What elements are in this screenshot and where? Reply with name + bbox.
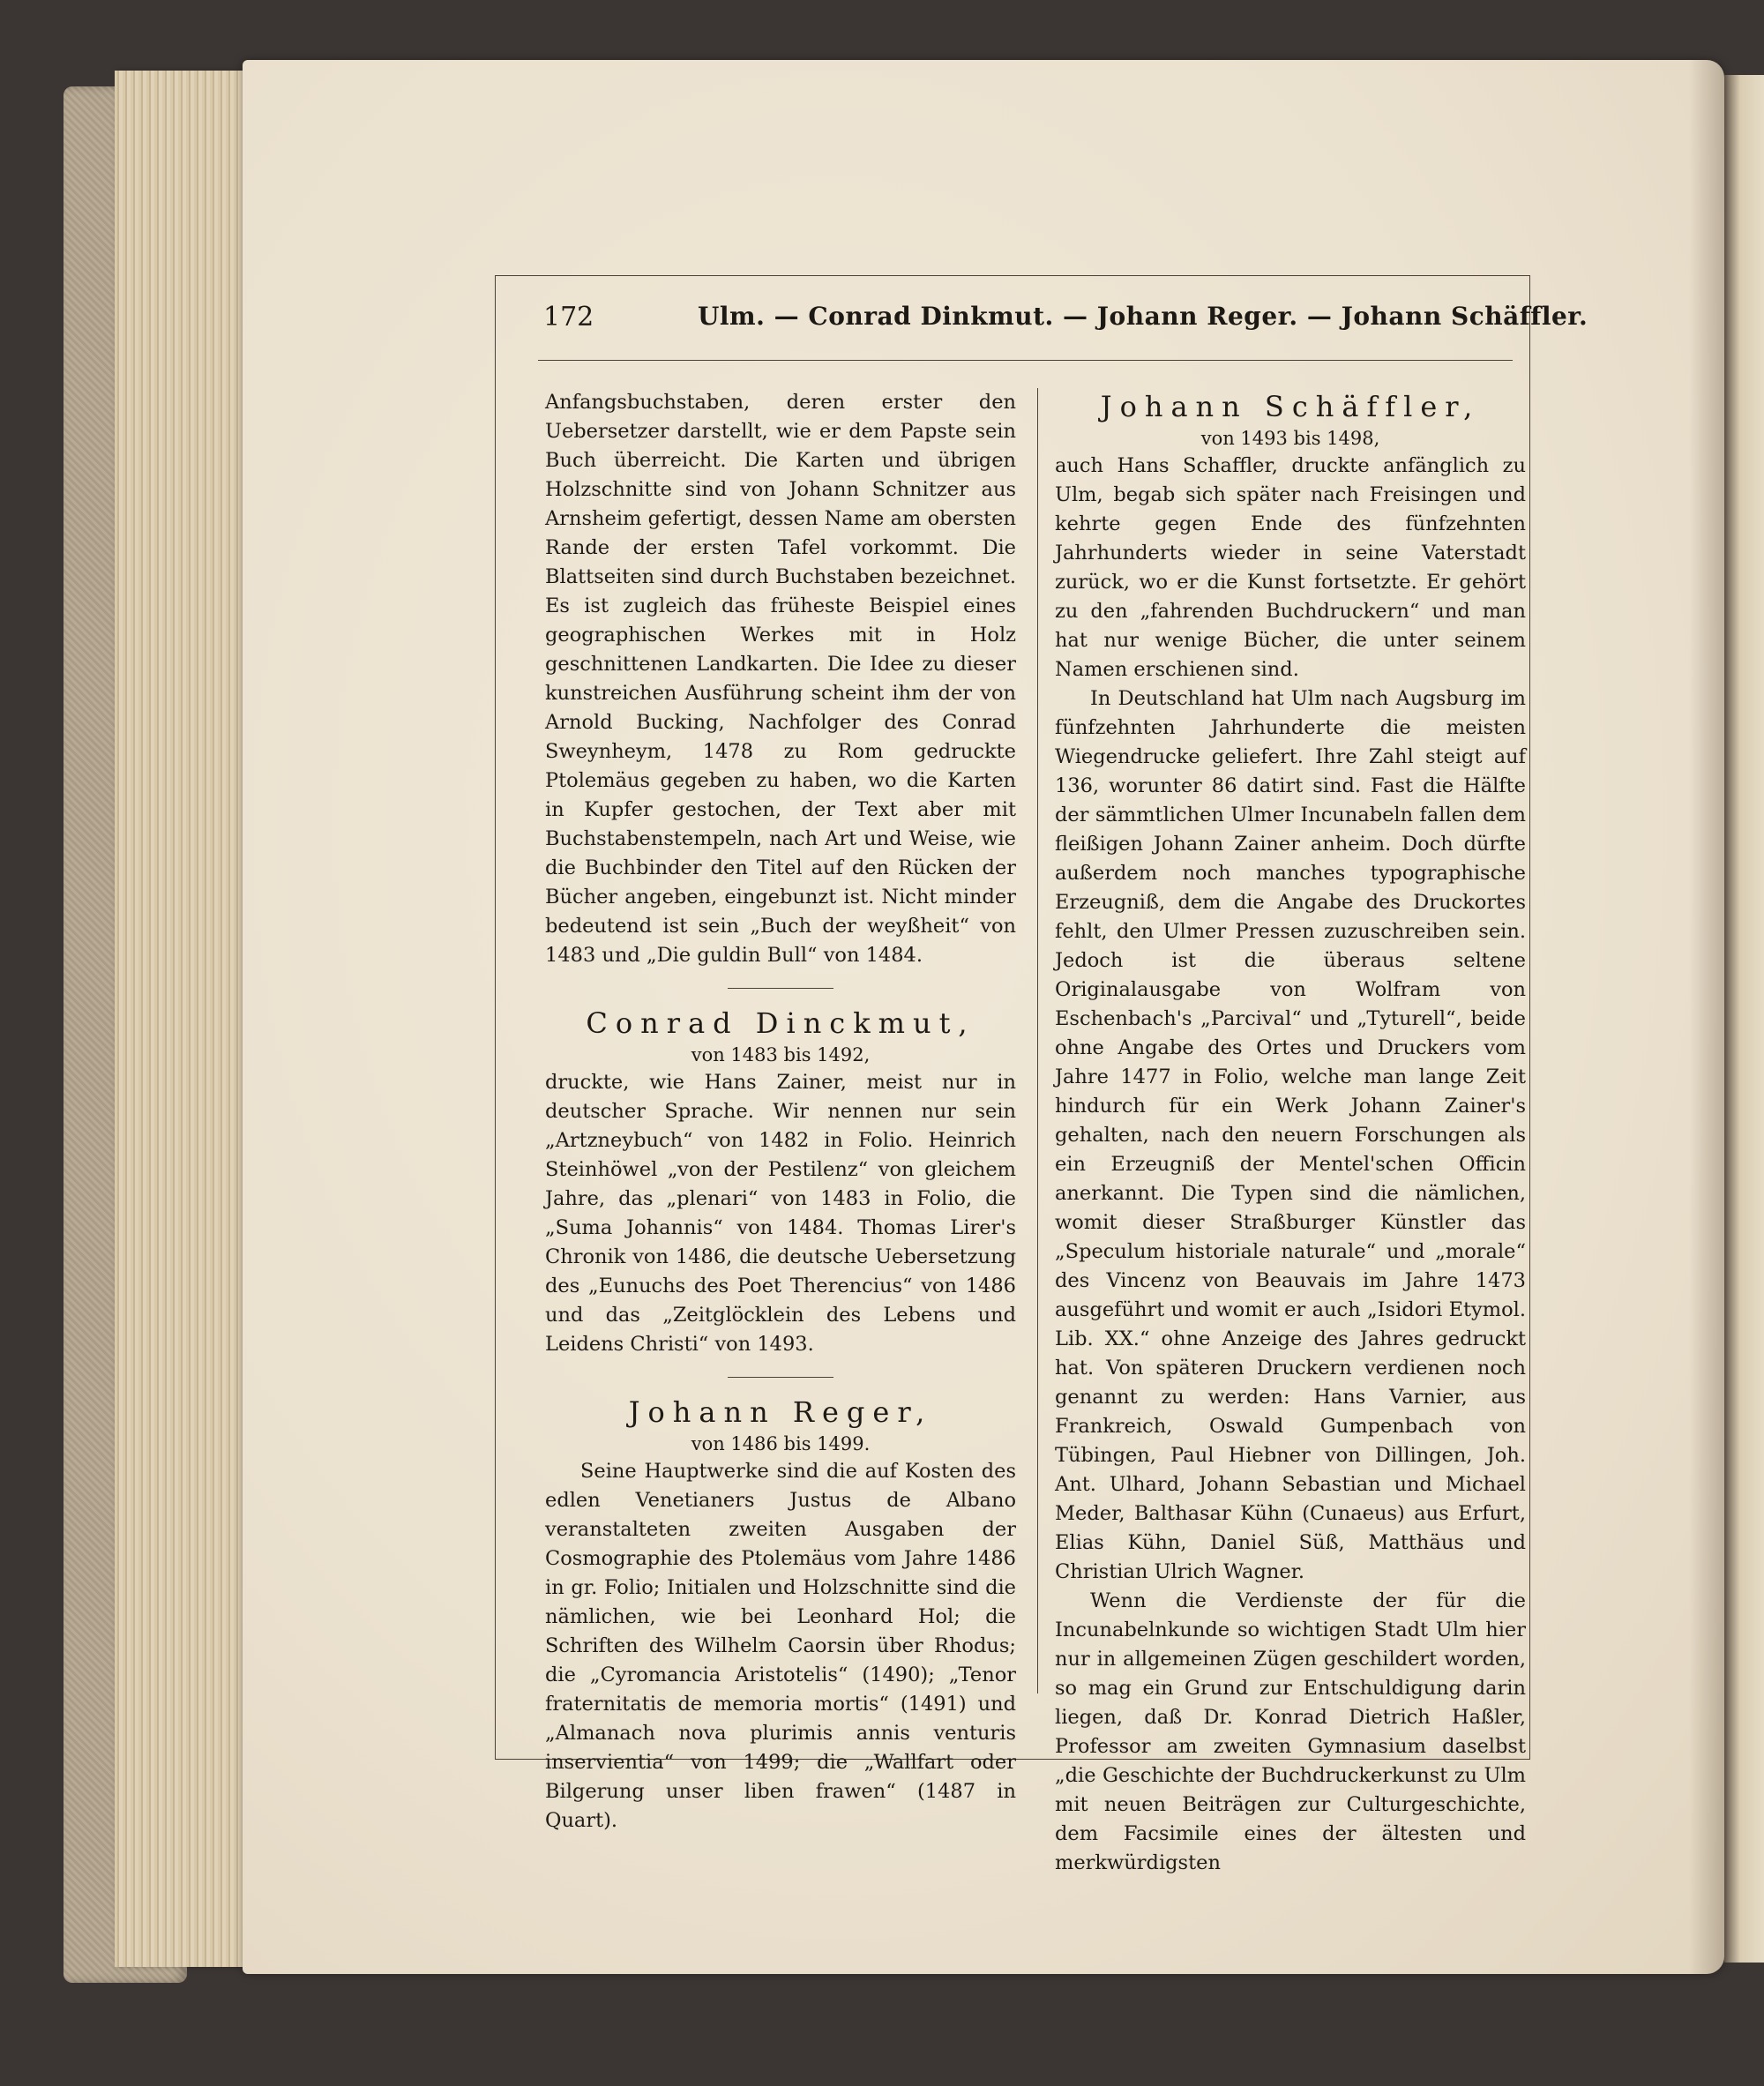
header-rule [538,360,1513,361]
page-gutter-shadow [1689,60,1724,1974]
closing-paragraph: Wenn die Verdienste der für die Incunabelnkunde so wichtigen Stadt Ulm hier nur in allgemeinen Zügen geschildert worden, so mag ein Grund zur Entschuldigung darin liegen, daß Dr. Konrad Dietrich Haßler, Professor am zweiten Gymnasium daselbst „die Geschichte der Buchdruckerkunst zu Ulm mit neuen Beiträgen zur Culturgeschichte, dem Facsimile eines der ältesten und merkwürdigsten [1055,1589,1526,1874]
right-column [1055,388,1526,1878]
running-title: Ulm. — Conrad Dinkmut. — Johann Reger. — Johann Schäffler. [698,302,1588,331]
column-divider [1037,388,1038,1693]
reger-dates: von 1486 bis 1499. [691,1433,871,1454]
section-separator [728,1377,833,1378]
left-column [545,388,1016,1836]
reger-heading: Johann Reger, [628,1395,933,1429]
ulm-paragraph: In Deutschland hat Ulm nach Augsburg im fünfzehnten Jahrhunderte die meisten Wiegendrucke geliefert. Ihre Zahl steigt auf 136, worunter 86 datirt sind. Fast die Hälfte der sämmtlichen Ulmer Incunabeln fallen dem fleißigen Johann Zainer anheim. Doch dürfte außerdem noch manches typographische Erzeugniß, dem die Angabe des Druckortes fehlt, den Ulmer Pressen zuzuschreiben sein. Jedoch ist die überaus seltene Originalausgabe von Wolfram von Eschenbach's „Parcival“ und „Tyturell“, beide ohne Angabe des Ortes und Druckers vom Jahre 1477 in Folio, welche man lange Zeit hindurch für ein Werk Johann Zainer's gehalten, nach den neuern Forschungen als ein Erzeugniß der Mentel'schen Officin anerkannt. Die Typen sind die nämlichen, womit dieser Straßburger Künstler das „Speculum historiale naturale“ und „morale“ des Vincenz von Beauvais im Jahre 1473 ausgeführt und womit er auch „Isidori Etymol. Lib. XX.“ ohne Anzeige des Jahres gedruckt hat. Von späteren Druckern verdienen noch genannt zu werden: Hans Varnier, aus Frankreich, Oswald Gumpenbach von Tübingen, Paul Hiebner von Dillingen, Joh. Ant. Ulhard, Johann Sebastian und Michael Meder, Balthasar Kühn (Cunaeus) aus Erfurt, Elias Kühn, Daniel Süß, Matthäus und Christian Ulrich Wagner. [1055,687,1526,1583]
dinckmut-heading: Conrad Dinckmut, [586,1006,975,1040]
dinckmut-dates: von 1483 bis 1492, [691,1044,871,1065]
page-number: 172 [543,302,594,333]
schaeffler-text: auch Hans Schaffler, druckte anfänglich zu Ulm, begab sich später nach Freisingen und kehrte gegen Ende des fünfzehnten Jahrhunderts wieder in seine Vaterstadt zurück, wo er die Kunst fortsetzte. Er gehört zu den „fahrenden Buchdruckern“ und man hat nur wenige Bücher, die unter seinem Namen erschienen sind. [1055,454,1526,681]
page-header [543,302,1588,342]
schaeffler-heading: Johann Schäffler, [1100,390,1481,423]
schaeffler-dates: von 1493 bis 1498, [1200,428,1380,449]
reger-text: Seine Hauptwerke sind die auf Kosten des edlen Venetianers Justus de Albano veranstalteten zweiten Ausgaben der Cosmographie des Ptolemäus vom Jahre 1486 in gr. Folio; Initialen und Holzschnitte sind die nämlichen, wie bei Leonhard Hol; die Schriften des Wilhelm Caorsin über Rhodus; die „Cyromancia Aristotelis“ (1490); „Tenor fraternitatis de memoria mortis“ (1491) und „Almanach nova plurimis annis venturis inservientia“ von 1499; die „Wallfart oder Bilgerung unser liben frawen“ (1487 in Quart). [545,1460,1016,1832]
facing-page-edge [1724,75,1764,1963]
intro-paragraph: Anfangsbuchstaben, deren erster den Uebersetzer darstellt, wie er dem Papste sein Buch überreicht. Die Karten und übrigen Holzschnitte sind von Johann Schnitzer aus Arnsheim gefertigt, dessen Name am obersten Rande der ersten Tafel vorkommt. Die Blattseiten sind durch Buchstaben bezeichnet. Es ist zugleich das früheste Beispiel eines geographischen Werkes mit in Holz geschnittenen Landkarten. Die Idee zu dieser kunstreichen Ausführung scheint ihm der von Arnold Bucking, Nachfolger des Conrad Sweynheym, 1478 zu Rom gedruckte Ptolemäus gegeben zu haben, wo die Karten in Kupfer gestochen, der Text aber mit Buchstabenstempeln, nach Art und Weise, wie die Buchbinder den Titel auf den Rücken der Bücher angeben, eingebunzt ist. Nicht minder bedeutend ist sein „Buch der weyßheit“ von 1483 und „Die guldin Bull“ von 1484. [545,391,1016,967]
section-separator [728,988,833,989]
dinckmut-text: druckte, wie Hans Zainer, meist nur in deutscher Sprache. Wir nennen nur sein „Artzneybuch“ von 1482 in Folio. Heinrich Steinhöwel „von der Pestilenz“ von gleichem Jahre, das „plenari“ von 1483 in Folio, die „Suma Johannis“ von 1484. Thomas Lirer's Chronik von 1486, die deutsche Uebersetzung des „Eunuchs des Poet Therencius“ von 1486 und das „Zeitglöcklein des Lebens und Leidens Christi“ von 1493. [545,1071,1016,1356]
